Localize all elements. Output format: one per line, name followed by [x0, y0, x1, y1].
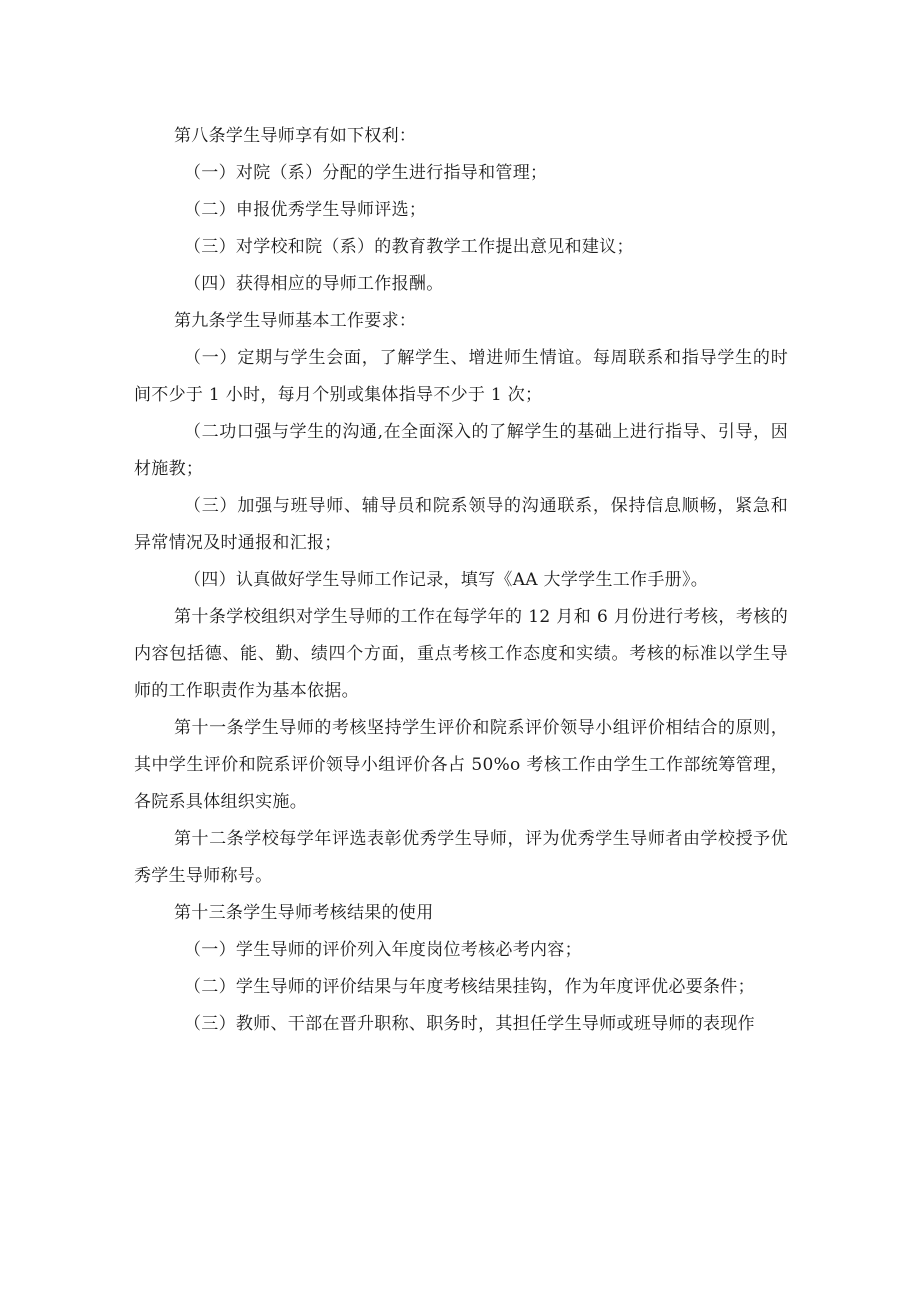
- document-body: [134, 118, 788, 1043]
- article-8-item-1: （一）对院（系）分配的学生进行指导和管理；: [184, 163, 548, 183]
- article-13-item-1: （一）学生导师的评价列入年度岗位考核必考内容；: [184, 940, 582, 960]
- article-13-heading: 第十三条学生导师考核结果的使用: [174, 903, 434, 923]
- article-9-heading: 第九条学生导师基本工作要求：: [174, 311, 417, 331]
- article-12: 第十二条学校每学年评选表彰优秀学生导师，评为优秀学生导师者由学校授予优秀学生导师称号。: [134, 829, 788, 886]
- article-8-heading: 第八条学生导师享有如下权利：: [174, 126, 417, 146]
- article-13-item-3: （三）教师、干部在晋升职称、职务时，其担任学生导师或班导师的表现作: [184, 1014, 755, 1034]
- article-9-item-2: （二功口强与学生的沟通,在全面深入的了解学生的基础上进行指导、引导，因材施教；: [134, 422, 788, 479]
- article-13-item-2: （二）学生导师的评价结果与年度考核结果挂钩，作为年度评优必要条件；: [184, 977, 755, 997]
- article-8-item-3: （三）对学校和院（系）的教育教学工作提出意见和建议；: [184, 237, 634, 257]
- article-8-item-2: （二）申报优秀学生导师评选；: [184, 200, 427, 220]
- article-9-item-1: （一）定期与学生会面，了解学生、增进师生情谊。每周联系和指导学生的时间不少于 1 小时，每月个别或集体指导不少于 1 次；: [134, 348, 788, 405]
- article-9-item-3: （三）加强与班导师、辅导员和院系领导的沟通联系，保持信息顺畅，紧急和异常情况及时通报和汇报；: [134, 496, 788, 553]
- article-9-item-4: （四）认真做好学生导师工作记录，填写《AA 大学学生工作手册》。: [184, 570, 709, 590]
- article-8-item-4: （四）获得相应的导师工作报酬。: [184, 274, 444, 294]
- article-10: 第十条学校组织对学生导师的工作在每学年的 12 月和 6 月份进行考核，考核的内容包括德、能、勤、绩四个方面，重点考核工作态度和实绩。考核的标准以学生导师的工作职责作为基本依据。: [134, 607, 788, 701]
- article-11: 第十一条学生导师的考核坚持学生评价和院系评价领导小组评价相结合的原则，其中学生评价和院系评价领导小组评价各占 50%o 考核工作由学生工作部统筹管理，各院系具体组织实施。: [134, 718, 788, 812]
